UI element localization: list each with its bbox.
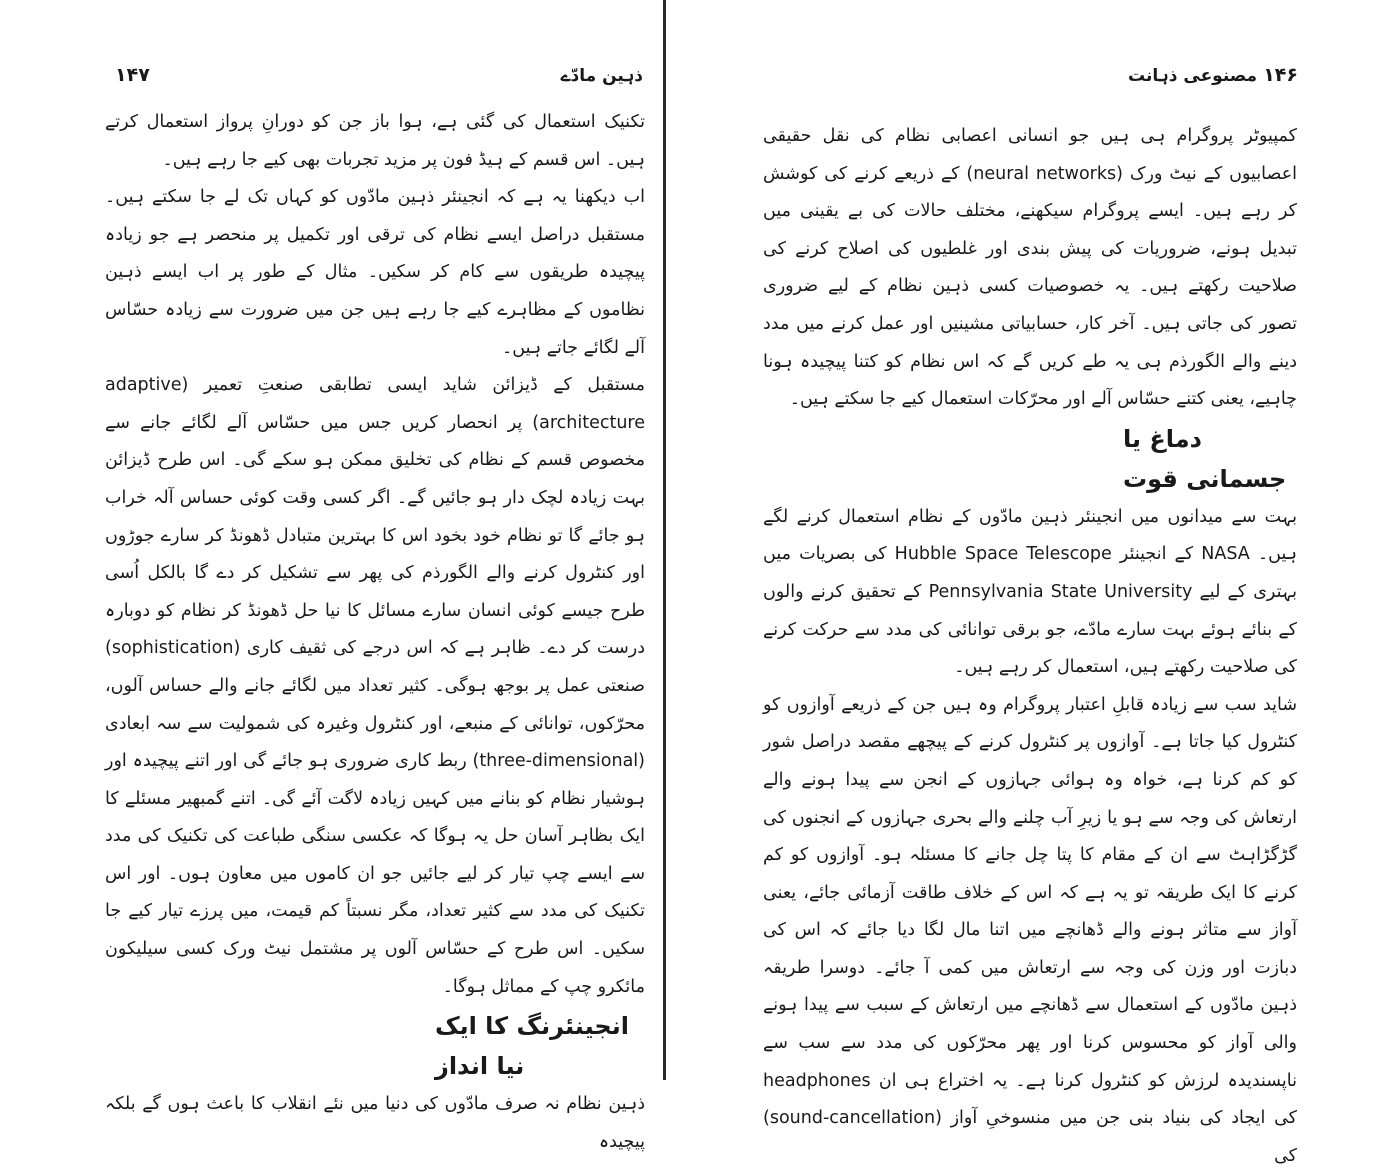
left-paragraph-3: مستقبل کے ڈیزائن شاید ایسی تطابقی صنعتِ تعمیر (adaptive architecture) پر انحصار کریں جس میں حسّاس آلے لگائے جانے سے مخصوص قسم کے نظام کی تخلیق ممکن ہو سکے گی۔ اس طرح ڈیزائن بہت زیادہ لچک دار ہو جائیں گے۔ اگر کسی وقت کوئی حساس آلہ خراب ہو جائے گا تو نظام خود بخود اس کا بہترین متبادل ڈھونڈ کر سارے جوڑوں اور کنٹرول کرنے والے الگورذم کی پھر سے تشکیل کر دے گا بالکل اُسی طرح جیسے کوئی انسان سارے مسائل کا نیا حل ڈھونڈ کر نظام کو دوبارہ درست کر دے۔ ظاہر ہے کہ اس درجے کی ثقیف کاری (sophistication) صنعتی عمل پر بوجھ ہوگی۔ کثیر تعداد میں لگائے جانے والے حساس آلوں، محرّکوں، توانائی کے منبعے، اور کنٹرول وغیرہ کی شمولیت سے سہ ابعادی (three-dimensional) ربط کاری ضروری ہو جائے گی اور اتنے پیچیدہ اور ہوشیار نظام کو بنانے میں کہیں زیادہ لاگت آئے گی۔ اتنے گمبھیر مسئلے کا ایک بظاہر آسان حل یہ ہوگا کہ عکسی سنگی طباعت کی تکنیک کی مدد سے ایسے چپ تیار کر لیے جائیں جو ان کاموں میں معاون ہوں۔ اور اس تکنیک کی مدد سے کثیر تعداد، مگر نسبتاً کم قیمت، میں پرزے تیار کیے جا سکیں۔ اس طرح کے حسّاس آلوں پر مشتمل نیٹ ورک کسی سیلیکون مائکرو چپ کے مماثل ہوگا۔ xyxy=(105,375,645,997)
left-running-title: ذہین مادّے xyxy=(560,65,643,86)
left-page-header xyxy=(115,60,643,90)
left-section-heading: انجینئرنگ کا ایک نیا انداز xyxy=(435,1012,629,1081)
right-page-body xyxy=(763,118,1297,1175)
left-page-body xyxy=(105,104,645,1161)
right-paragraph-3: شاید سب سے زیادہ قابلِ اعتبار پروگرام وہ ہیں جن کے ذریعے آوازوں کو کنٹرول کیا جاتا ہے۔ آوازوں پر کنٹرول کرنے کے پیچھے مقصد دراصل شور کو کم کرنا ہے، خواہ وہ ہوائی جہازوں کے انجن سے پیدا ہونے والے ارتعاش کی وجہ سے ہو یا زیرِ آب چلنے والے بحری جہازوں کے انجنوں کی گڑگڑاہٹ سے ان کے مقام کا پتا چل جانے کا مسئلہ ہو۔ آوازوں کو کم کرنے کا ایک طریقہ تو یہ ہے کہ اس کے خلاف طاقت آزمائی جائے، یعنی آواز سے متاثر ہونے والے ڈھانچے میں اتنا مال لگا دیا جائے کہ اس کی دبازت اور وزن کی وجہ سے ارتعاش میں کمی آ جائے۔ دوسرا طریقہ ذہین مادّوں کے استعمال سے ڈھانچے میں ارتعاش کے سبب سے پیدا ہونے والی آواز کو محسوس کرنا اور پھر محرّکوں کی مدد سے سب سے ناپسندیدہ لرزش کو کنٹرول کرنا ہے۔ یہ اختراع ہی ان headphones کی ایجاد کی بنیاد بنی جن میں منسوخیِ آواز (sound-cancellation) کی xyxy=(763,694,1297,1166)
left-page xyxy=(0,0,664,1152)
left-closing-paragraph: ذہین نظام نہ صرف مادّوں کی دنیا میں نئے انقلاب کا باعث ہوں گے بلکہ پیچیدہ xyxy=(105,1094,645,1152)
right-paragraph-2: بہت سے میدانوں میں انجینئر ذہین مادّوں کے نظام استعمال کرنے لگے ہیں۔ NASA کے انجینئر Hubble Space Telescope کی بصریات میں بہتری کے لیے Pennsylvania State University کے تحقیق کرنے والوں کے بنائے ہوئے بہت سارے مادّے، جو برقی توانائی کی مدد سے حرکت کرنے کی صلاحیت رکھتے ہیں، استعمال کر رہے ہیں۔ xyxy=(763,506,1297,678)
right-paragraph-1: کمپیوٹر پروگرام ہی ہیں جو انسانی اعصابی نظام کی نقل حقیقی اعصابیوں کے نیٹ ورک (neural networks) کے ذریعے کرنے کی کوشش کر رہے ہیں۔ ایسے پروگرام سیکھنے، مختلف حالات کی بے یقینی میں تبدیل ہونے، ضروریات کی پیش بندی اور غلطیوں کی اصلاح کرنے کی صلاحیت رکھتے ہیں۔ یہ خصوصیات کسی ذہین نظام کے لیے ضروری تصور کی جاتی ہیں۔ آخر کار، حسابیاتی مشینیں اور عمل کرنے میں مدد دینے والے الگورذم ہی یہ طے کریں گے کہ اس نظام کو کتنا پیچیدہ ہونا چاہیے، یعنی کتنے حسّاس آلے اور محرّکات استعمال کیے جا سکتے ہیں۔ xyxy=(763,126,1297,410)
right-section-heading: دماغ یا جسمانی قوت xyxy=(1123,424,1287,493)
right-running-title: مصنوعی ذہانت xyxy=(1128,65,1258,86)
left-paragraph-2: اب دیکھنا یہ ہے کہ انجینئر ذہین مادّوں کو کہاں تک لے جا سکتے ہیں۔ مستقبل دراصل ایسے نظام کی ترقی اور تکمیل پر منحصر ہے جو زیادہ پیچیدہ طریقوں سے کام کر سکیں۔ مثال کے طور پر اب ایسے ذہین نظاموں کے مظاہرے کیے جا رہے ہیں جن میں ضرورت سے زیادہ حسّاس آلے لگائے جاتے ہیں۔ xyxy=(105,187,645,358)
right-page xyxy=(668,0,1393,1166)
left-page-number: ۱۴۷ xyxy=(115,64,150,86)
book-spine-divider xyxy=(663,0,666,1080)
right-page-header xyxy=(1128,60,1298,90)
right-page-number: ۱۴۶ xyxy=(1263,64,1298,86)
left-paragraph-1: تکنیک استعمال کی گئی ہے، ہوا باز جن کو دورانِ پرواز استعمال کرتے ہیں۔ اس قسم کے ہیڈ فون پر مزید تجربات بھی کیے جا رہے ہیں۔ xyxy=(105,112,645,170)
